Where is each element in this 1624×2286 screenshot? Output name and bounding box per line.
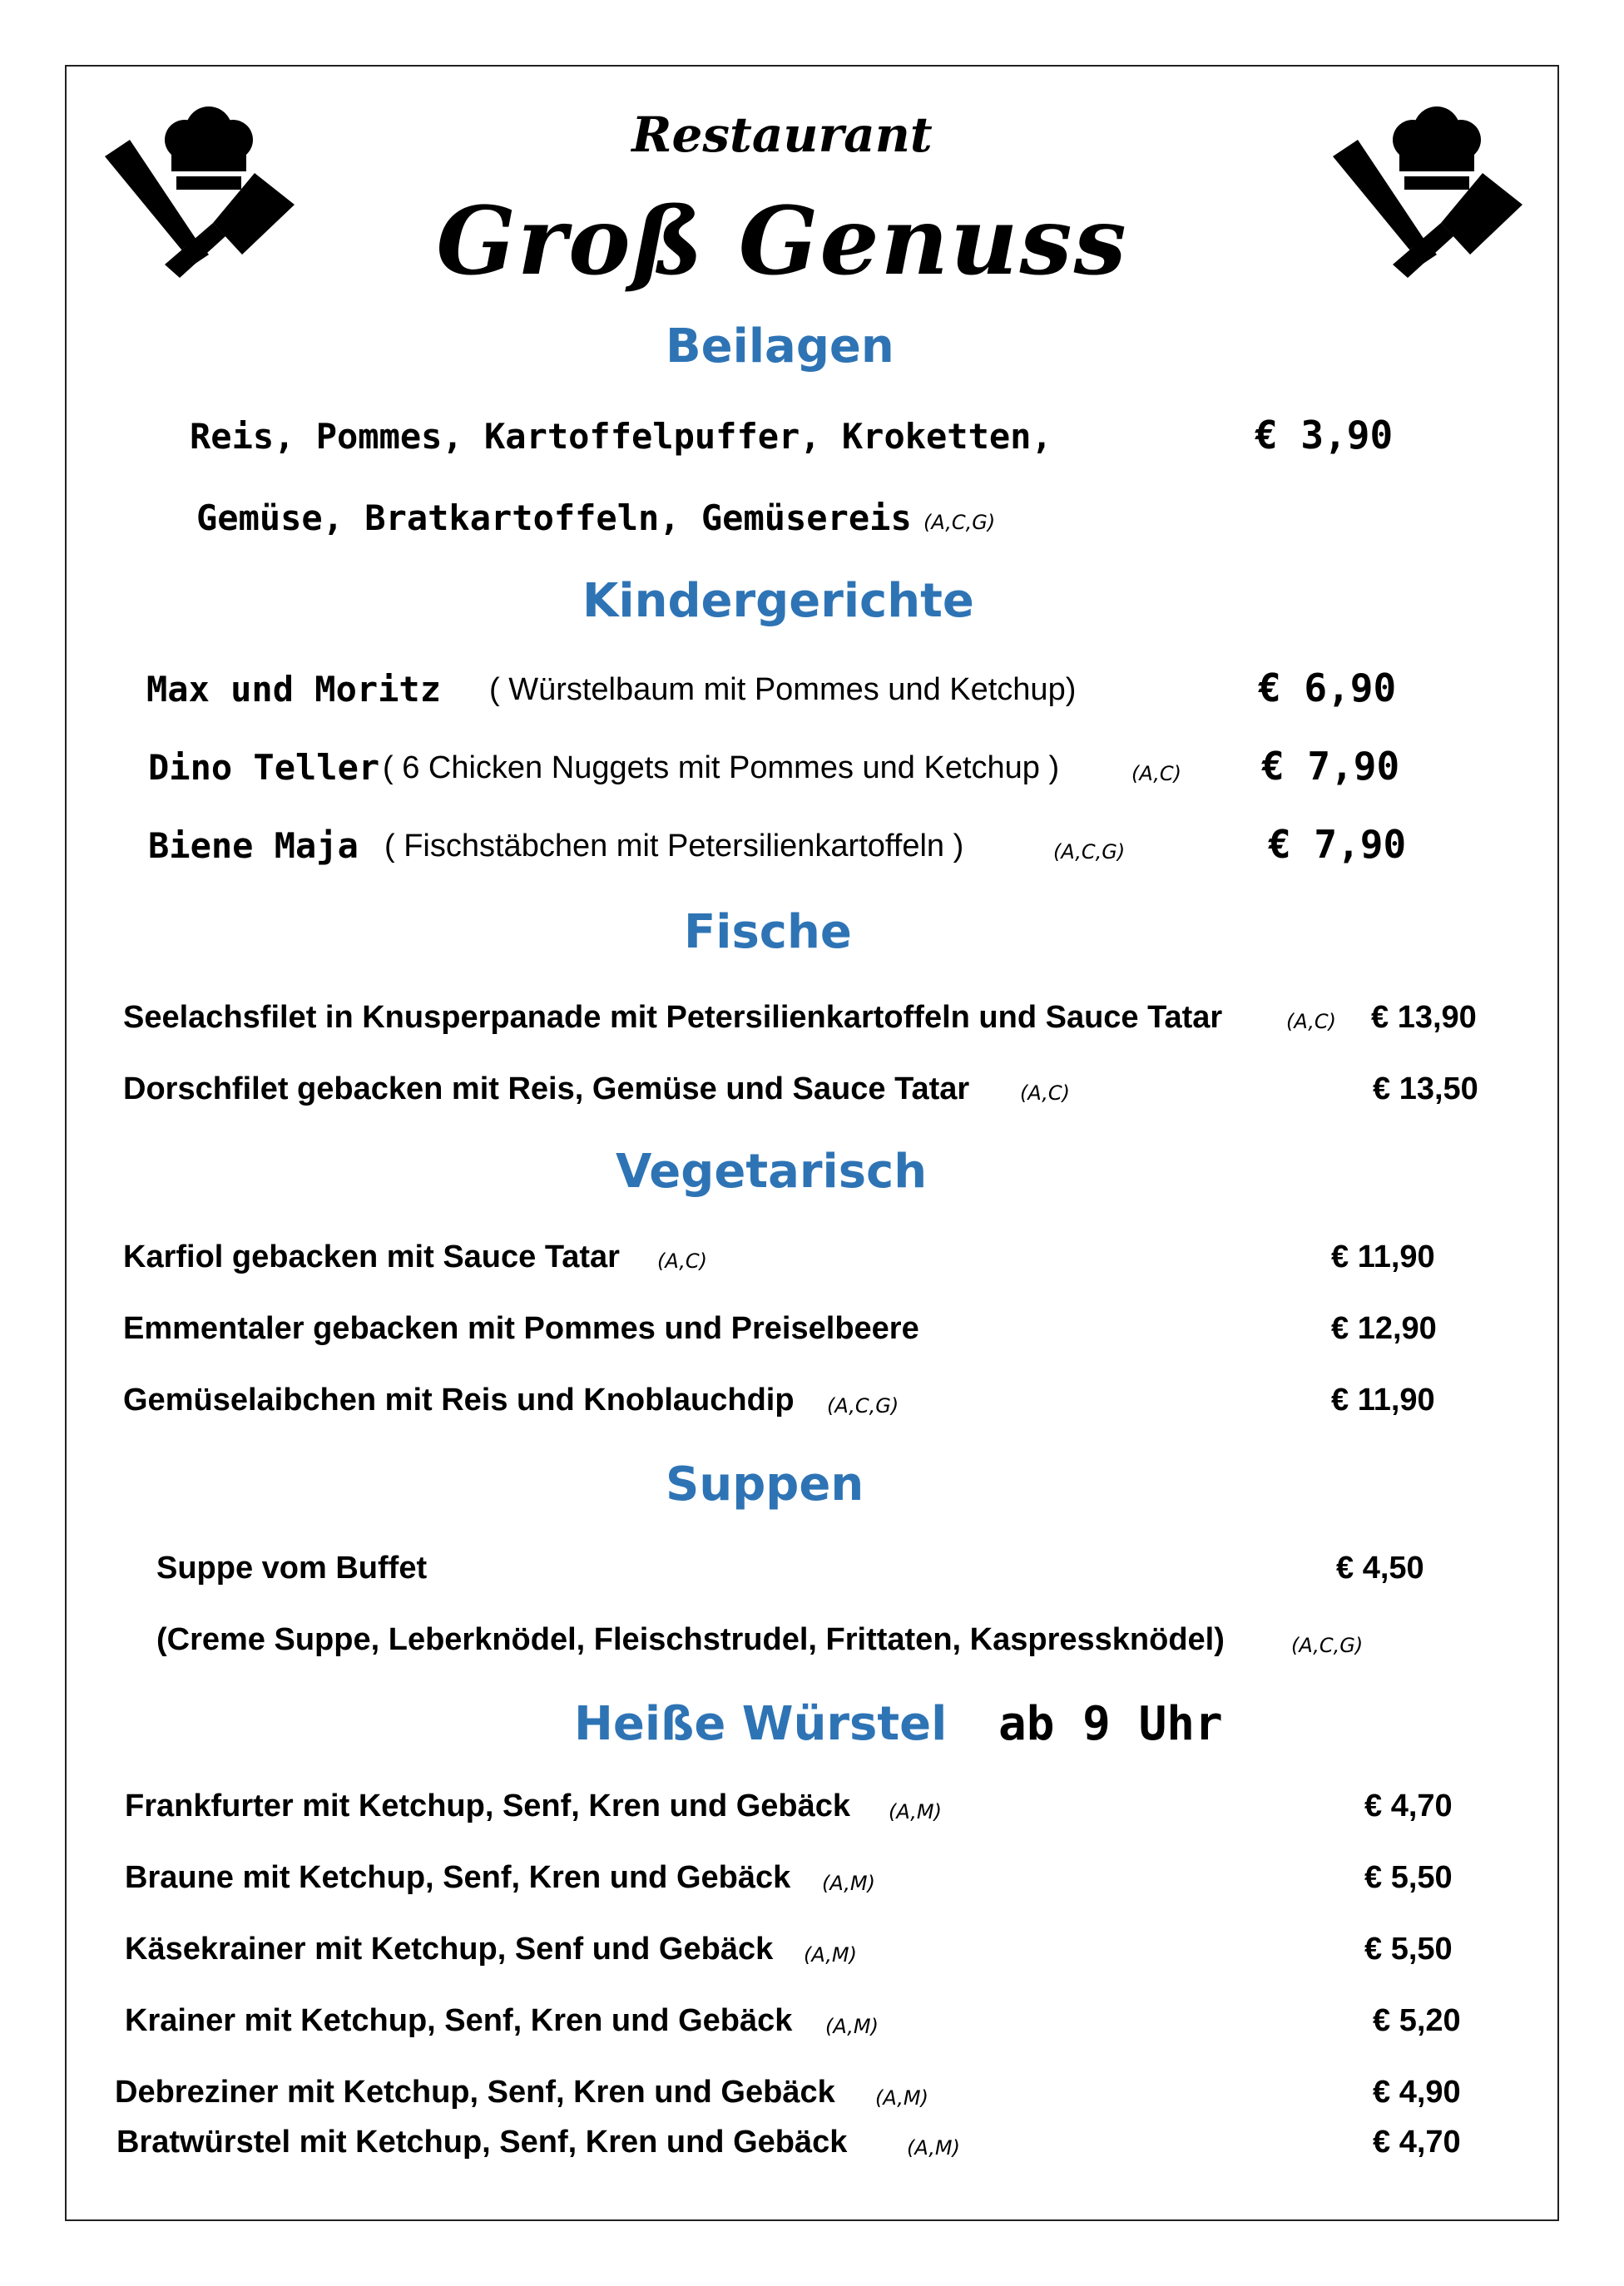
veg-item-name: Emmentaler gebacken mit Pommes und Preiselbeere [123,1311,919,1346]
suppen-item-allergens: (A,C,G) [1291,1634,1364,1657]
fisch-item-price: € 13,50 [1373,1071,1478,1106]
veg-item-name: Gemüselaibchen mit Reis und Knoblauchdip [123,1383,795,1418]
veg-item-allergens: (A,C,G) [827,1394,899,1418]
section-title-fische: Fische [684,905,852,959]
wuerstel-item-allergens: (A,M) [825,2015,879,2038]
kinder-item-price: € 7,90 [1261,744,1400,789]
suppen-item-price: € 4,50 [1336,1551,1424,1586]
kinder-item-allergens: (A,C) [1131,762,1181,785]
fisch-item-allergens: (A,C) [1020,1081,1070,1105]
suppen-item-desc: (Creme Suppe, Leberknödel, Fleischstrudel, Frittaten, Kaspressknödel) [156,1622,1225,1657]
wuerstel-item-price: € 4,70 [1373,2125,1461,2160]
kinder-item-desc: ( Würstelbaum mit Pommes und Ketchup) [489,672,1077,707]
kinder-item-name: Biene Maja [148,825,359,866]
kinder-item-name: Max und Moritz [146,669,442,710]
section-title-beilagen: Beilagen [666,319,894,374]
kinder-item-desc: ( 6 Chicken Nuggets mit Pommes und Ketchup ) [383,750,1060,785]
wuerstel-item-allergens: (A,M) [875,2086,928,2110]
section-title-vegetarisch: Vegetarisch [616,1145,928,1199]
wuerstel-item-allergens: (A,M) [907,2136,960,2160]
wuerstel-item-price: € 5,50 [1364,1860,1453,1895]
wuerstel-item-name: Krainer mit Ketchup, Senf, Kren und Gebäck [125,2003,793,2038]
wuerstel-item-allergens: (A,M) [804,1943,857,1967]
wuerstel-item-name: Frankfurter mit Ketchup, Senf, Kren und Gebäck [125,1789,851,1823]
wuerstel-item-name: Bratwürstel mit Ketchup, Senf, Kren und Gebäck [116,2125,848,2160]
fisch-item-allergens: (A,C) [1286,1010,1336,1033]
veg-item-name: Karfiol gebacken mit Sauce Tatar [123,1239,620,1274]
wuerstel-item-price: € 5,50 [1364,1932,1453,1967]
wuerstel-item-name: Debreziner mit Ketchup, Senf, Kren und Gebäck [115,2075,835,2110]
wuerstel-item-price: € 5,20 [1373,2003,1461,2038]
wuerstel-item-name: Käsekrainer mit Ketchup, Senf und Gebäck [125,1932,774,1967]
fisch-item-name: Seelachsfilet in Knusperpanade mit Petersilienkartoffeln und Sauce Tatar [123,1000,1223,1035]
wuerstel-item-allergens: (A,M) [889,1800,942,1823]
kinder-item-price: € 7,90 [1268,822,1407,867]
wuerstel-subtitle: ab 9 Uhr [998,1697,1223,1751]
fisch-item-price: € 13,90 [1371,1000,1477,1035]
beilagen-line1: Reis, Pommes, Kartoffelpuffer, Kroketten, [190,416,1052,457]
beilagen-price: € 3,90 [1255,413,1394,458]
restaurant-name: Groß Genuss [436,187,1128,296]
section-title-suppen: Suppen [666,1457,864,1512]
wuerstel-item-name: Braune mit Ketchup, Senf, Kren und Gebäck [125,1860,791,1895]
kinder-item-price: € 6,90 [1258,666,1397,710]
section-title-wuerstel: Heiße Würstel [574,1697,948,1751]
veg-item-price: € 11,90 [1331,1383,1435,1418]
wuerstel-item-allergens: (A,M) [822,1872,875,1895]
veg-item-price: € 11,90 [1331,1239,1435,1274]
section-title-kindergerichte: Kindergerichte [582,574,974,628]
kinder-item-allergens: (A,C,G) [1053,840,1126,863]
suppen-item-name: Suppe vom Buffet [156,1551,428,1586]
fisch-item-name: Dorschfilet gebacken mit Reis, Gemüse und Sauce Tatar [123,1071,970,1106]
veg-item-price: € 12,90 [1331,1311,1437,1346]
veg-item-allergens: (A,C) [657,1249,707,1273]
beilagen-allergens: (A,C,G) [923,511,996,534]
restaurant-label: Restaurant [631,106,933,163]
wuerstel-item-price: € 4,70 [1364,1789,1453,1823]
wuerstel-item-price: € 4,90 [1373,2075,1461,2110]
menu-frame [65,65,1559,2221]
kinder-item-name: Dino Teller [148,747,380,788]
kinder-item-desc: ( Fischstäbchen mit Petersilienkartoffeln ) [384,829,964,863]
beilagen-line2: Gemüse, Bratkartoffeln, Gemüsereis [196,497,912,538]
